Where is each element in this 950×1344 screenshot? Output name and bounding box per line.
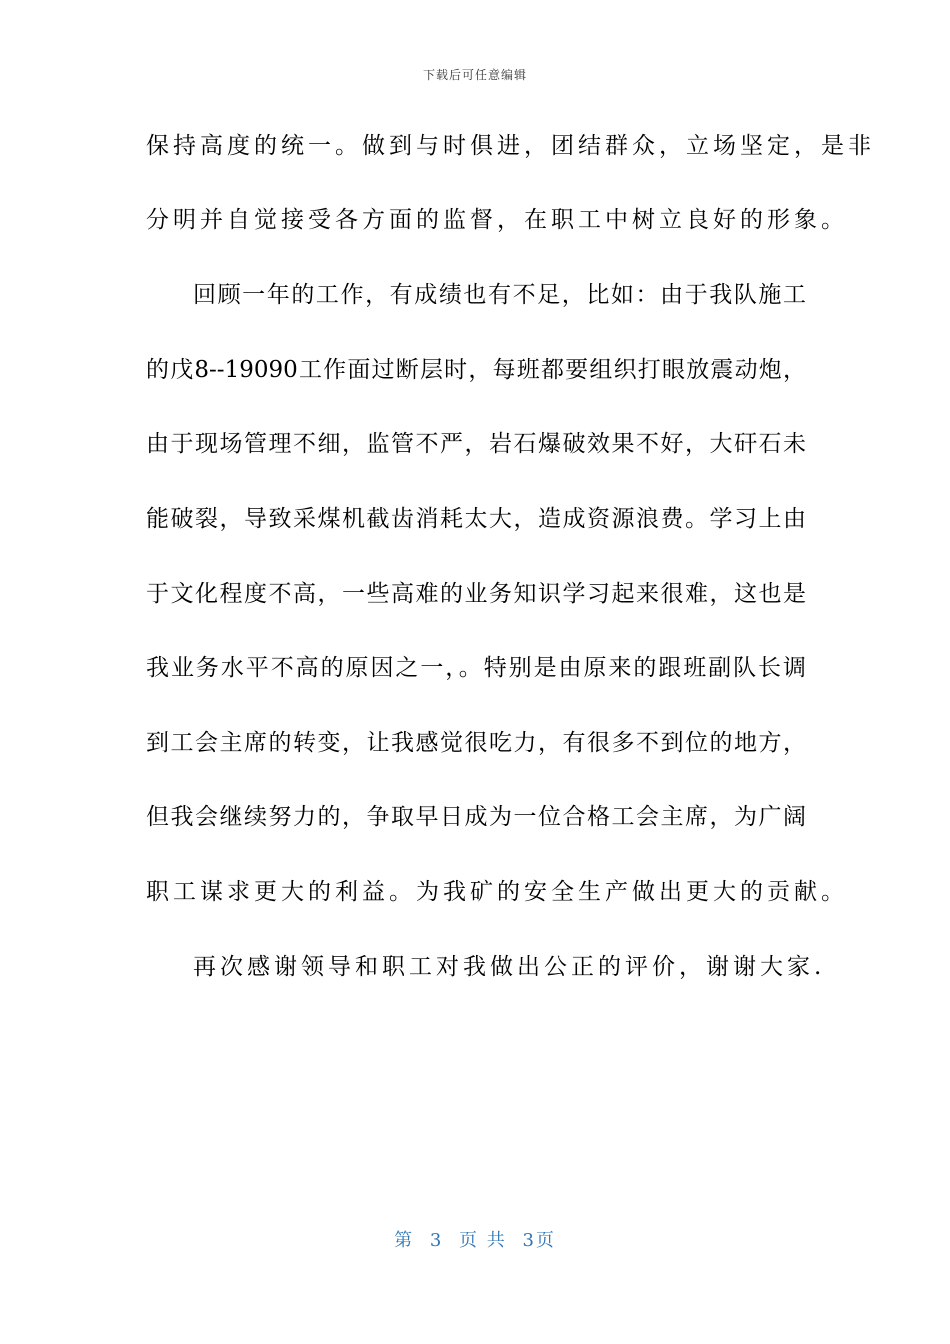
- page-header: 下载后可任意编辑: [422, 68, 527, 82]
- body-line-11: 职工谋求更大的利益。为我矿的安全生产做出更大的贡献。: [146, 879, 848, 905]
- body-line-4: 的戊8--19090工作面过断层时，每班都要组织打眼放震动炮，: [146, 357, 806, 383]
- body-line-6: 能破裂，导致采煤机截齿消耗太大，造成资源浪费。学习上由: [146, 506, 806, 532]
- body-line-5: 由于现场管理不细，监管不严，岩石爆破效果不好，大矸石未: [146, 431, 806, 457]
- body-line-12: 再次感谢领导和职工对我做出公正的评价，谢谢大家.: [193, 954, 826, 980]
- body-line-2: 分明并自觉接受各方面的监督，在职工中树立良好的形象。: [146, 207, 848, 233]
- body-line-10: 但我会继续努力的，争取早日成为一位合格工会主席，为广阔: [146, 804, 806, 830]
- body-line-7: 于文化程度不高，一些高难的业务知识学习起来很难，这也是: [146, 581, 806, 607]
- footer-page-number: 3: [429, 1230, 444, 1251]
- footer-total-pages: 3页: [522, 1230, 556, 1251]
- page-footer: [0, 1226, 950, 1252]
- footer-prefix: 第: [394, 1230, 415, 1251]
- body-line-1: 保持高度的统一。做到与时俱进，团结群众，立场坚定，是非: [146, 133, 875, 159]
- body-line-9: 到工会主席的转变，让我感觉很吃力，有很多不到位的地方，: [146, 730, 806, 756]
- body-line-3: 回顾一年的工作，有成绩也有不足，比如：由于我队施工: [193, 282, 806, 308]
- footer-middle: 页 共: [459, 1230, 507, 1251]
- body-line-8: 我业务水平不高的原因之一，。特别是由原来的跟班副队长调: [146, 655, 806, 681]
